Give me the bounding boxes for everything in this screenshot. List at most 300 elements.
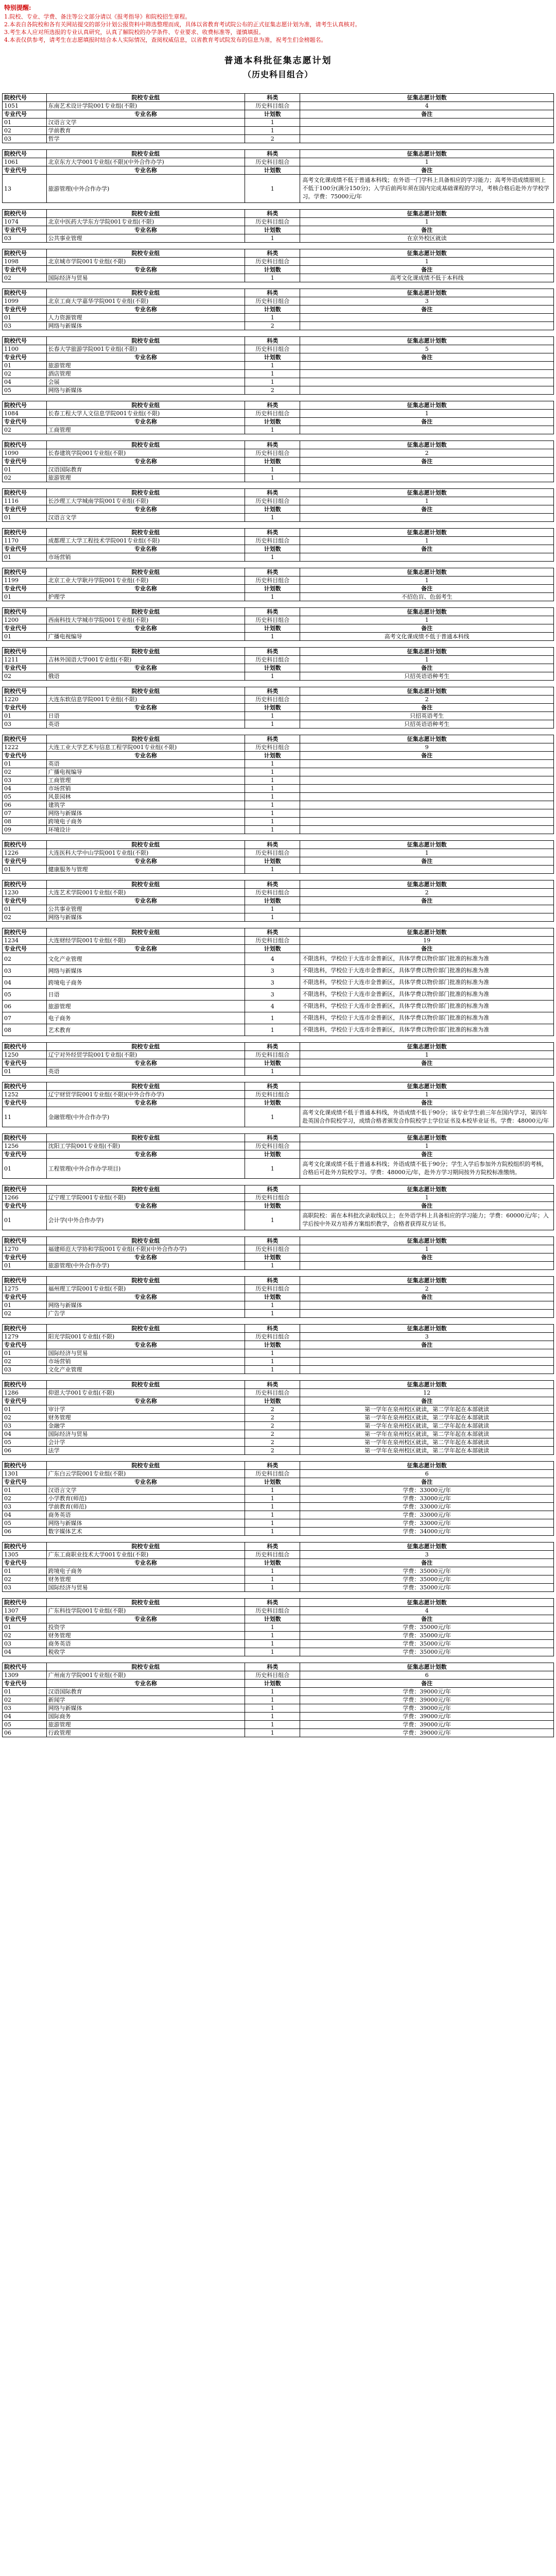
major-plan-count: 1 xyxy=(245,760,300,768)
table-row xyxy=(3,1729,554,1737)
plan-table xyxy=(2,1236,554,1270)
major-plan-count: 1 xyxy=(245,127,300,135)
group-subject: 历史科目组合 xyxy=(245,345,300,353)
header-major-code-label: 专业代号 xyxy=(3,1478,47,1486)
major-code: 03 xyxy=(3,322,47,330)
major-note: 在京外校区就读 xyxy=(300,234,554,243)
major-header-row xyxy=(3,545,554,553)
header-plan-label: 征集志愿计划数 xyxy=(300,441,554,449)
header-note-label: 备注 xyxy=(300,585,554,593)
major-plan-count: 2 xyxy=(245,386,300,395)
major-code: 01 xyxy=(3,362,47,370)
header-code-label: 院校代号 xyxy=(3,1599,47,1607)
header-major-name-label: 专业名称 xyxy=(46,1150,245,1159)
major-name: 公共事业管理 xyxy=(46,905,245,913)
table-row xyxy=(3,175,554,203)
header-subject-label: 科类 xyxy=(245,608,300,616)
major-name: 旅游管理 xyxy=(46,1001,245,1012)
header-major-code-label: 专业代号 xyxy=(3,266,47,274)
table-row xyxy=(3,274,554,282)
major-code: 02 xyxy=(3,913,47,922)
header-code-label: 院校代号 xyxy=(3,94,47,102)
header-major-plan-label: 计划数 xyxy=(245,545,300,553)
header-subject-label: 科类 xyxy=(245,1543,300,1551)
header-subject-label: 科类 xyxy=(245,648,300,656)
group-row xyxy=(3,410,554,418)
major-plan-count: 1 xyxy=(245,720,300,728)
group-plan-count: 1 xyxy=(300,656,554,664)
header-code-label: 院校代号 xyxy=(3,1277,47,1285)
major-plan-count: 1 xyxy=(245,712,300,720)
header-plan-label: 征集志愿计划数 xyxy=(300,401,554,410)
header-plan-label: 征集志愿计划数 xyxy=(300,249,554,258)
group-subject: 历史科目组合 xyxy=(245,889,300,897)
major-note: 学费：35000元/年 xyxy=(300,1567,554,1575)
header-note-label: 备注 xyxy=(300,166,554,175)
header-major-code-label: 专业代号 xyxy=(3,664,47,672)
group-row xyxy=(3,258,554,266)
group-row xyxy=(3,1551,554,1559)
major-plan-count: 3 xyxy=(245,965,300,977)
major-code: 01 xyxy=(3,1301,47,1310)
header-major-plan-label: 计划数 xyxy=(245,664,300,672)
group-plan-count: 1 xyxy=(300,410,554,418)
header-note-label: 备注 xyxy=(300,704,554,712)
table-header-row xyxy=(3,1462,554,1470)
header-plan-label: 征集志愿计划数 xyxy=(300,648,554,656)
header-major-code-label: 专业代号 xyxy=(3,1293,47,1301)
group-plan-count: 1 xyxy=(300,158,554,166)
header-major-plan-label: 计划数 xyxy=(245,1202,300,1210)
major-note: 学费：39000元/年 xyxy=(300,1729,554,1737)
table-header-row xyxy=(3,337,554,345)
header-plan-label: 征集志愿计划数 xyxy=(300,1325,554,1333)
table-row xyxy=(3,1486,554,1495)
table-row xyxy=(3,1405,554,1414)
header-major-plan-label: 计划数 xyxy=(245,704,300,712)
group-code: 1200 xyxy=(3,616,47,624)
major-note: 不限选科，学校位于大连市金普新区，具体学费以物价部门批准的标准为准 xyxy=(300,989,554,1001)
header-major-plan-label: 计划数 xyxy=(245,1150,300,1159)
header-group-label: 院校专业组 xyxy=(46,735,245,743)
header-major-code-label: 专业代号 xyxy=(3,1397,47,1405)
table-row xyxy=(3,1358,554,1366)
group-plan-count: 4 xyxy=(300,102,554,110)
header-note-label: 备注 xyxy=(300,1680,554,1688)
header-major-plan-label: 计划数 xyxy=(245,1253,300,1262)
header-group-label: 院校专业组 xyxy=(46,1043,245,1051)
major-header-row xyxy=(3,1150,554,1159)
group-code: 1098 xyxy=(3,258,47,266)
major-header-row xyxy=(3,266,554,274)
major-plan-count: 1 xyxy=(245,1159,300,1179)
header-code-label: 院校代号 xyxy=(3,648,47,656)
header-subject-label: 科类 xyxy=(245,1277,300,1285)
table-row xyxy=(3,1210,554,1230)
table-row xyxy=(3,965,554,977)
header-code-label: 院校代号 xyxy=(3,489,47,497)
group-code: 1220 xyxy=(3,696,47,704)
plan-table xyxy=(2,1082,554,1127)
header-major-plan-label: 计划数 xyxy=(245,166,300,175)
table-header-row xyxy=(3,1237,554,1245)
group-row xyxy=(3,102,554,110)
header-major-plan-label: 计划数 xyxy=(245,1397,300,1405)
major-header-row xyxy=(3,1478,554,1486)
major-plan-count: 1 xyxy=(245,1696,300,1704)
major-name: 酒店管理 xyxy=(46,370,245,378)
header-note-label: 备注 xyxy=(300,226,554,234)
plan-table xyxy=(2,840,554,874)
major-note: 第一学年在泉州校区就读，第二学年起在本部就读 xyxy=(300,1405,554,1414)
header-subject-label: 科类 xyxy=(245,289,300,297)
header-major-plan-label: 计划数 xyxy=(245,353,300,362)
major-code: 03 xyxy=(3,1422,47,1430)
major-code: 03 xyxy=(3,1704,47,1713)
group-subject: 历史科目组合 xyxy=(245,410,300,418)
major-plan-count: 2 xyxy=(245,322,300,330)
header-note-label: 备注 xyxy=(300,353,554,362)
header-major-name-label: 专业名称 xyxy=(46,1680,245,1688)
group-plan-count: 2 xyxy=(300,889,554,897)
header-group-label: 院校专业组 xyxy=(46,1082,245,1091)
major-note: 只招英语语种考生 xyxy=(300,720,554,728)
header-subject-label: 科类 xyxy=(245,1381,300,1389)
header-major-code-label: 专业代号 xyxy=(3,1680,47,1688)
major-code: 01 xyxy=(3,118,47,127)
plan-table xyxy=(2,1598,554,1656)
major-code: 02 xyxy=(3,127,47,135)
table-header-row xyxy=(3,249,554,258)
major-header-row xyxy=(3,1253,554,1262)
major-name: 网络与新媒体 xyxy=(46,322,245,330)
header-subject-label: 科类 xyxy=(245,1663,300,1671)
group-plan-count: 1 xyxy=(300,218,554,226)
header-major-name-label: 专业名称 xyxy=(46,1099,245,1107)
header-subject-label: 科类 xyxy=(245,1462,300,1470)
major-code: 02 xyxy=(3,274,47,282)
major-plan-count: 1 xyxy=(245,553,300,562)
major-header-row xyxy=(3,306,554,314)
header-code-label: 院校代号 xyxy=(3,1543,47,1551)
major-note xyxy=(300,866,554,874)
header-plan-label: 征集志愿计划数 xyxy=(300,1381,554,1389)
group-subject: 历史科目组合 xyxy=(245,497,300,505)
header-major-name-label: 专业名称 xyxy=(46,306,245,314)
major-note xyxy=(300,378,554,386)
major-name: 文化产业管理 xyxy=(46,1366,245,1374)
major-name: 文化产业管理 xyxy=(46,953,245,965)
header-note-label: 备注 xyxy=(300,266,554,274)
header-subject-label: 科类 xyxy=(245,568,300,577)
table-row xyxy=(3,785,554,793)
header-major-name-label: 专业名称 xyxy=(46,353,245,362)
header-code-label: 院校代号 xyxy=(3,880,47,889)
header-note-label: 备注 xyxy=(300,664,554,672)
major-plan-count: 2 xyxy=(245,135,300,143)
major-note xyxy=(300,127,554,135)
table-header-row xyxy=(3,928,554,937)
major-name: 会计学 xyxy=(46,1438,245,1447)
major-plan-count: 1 xyxy=(245,1349,300,1358)
major-name: 网络与新媒体 xyxy=(46,1301,245,1310)
major-note: 学费：35000元/年 xyxy=(300,1648,554,1656)
page-subtitle: （历史科目组合） xyxy=(242,70,313,79)
header-group-label: 院校专业组 xyxy=(46,928,245,937)
header-plan-label: 征集志愿计划数 xyxy=(300,1134,554,1142)
header-plan-label: 征集志愿计划数 xyxy=(300,489,554,497)
header-major-code-label: 专业代号 xyxy=(3,110,47,118)
table-row xyxy=(3,1107,554,1127)
major-code: 02 xyxy=(3,426,47,434)
header-note-label: 备注 xyxy=(300,545,554,553)
major-plan-count: 2 xyxy=(245,1405,300,1414)
header-note-label: 备注 xyxy=(300,945,554,953)
table-header-row xyxy=(3,529,554,537)
major-note: 不招色盲、色弱考生 xyxy=(300,593,554,601)
major-name: 跨境电子商务 xyxy=(46,818,245,826)
header-major-name-label: 专业名称 xyxy=(46,1059,245,1067)
major-header-row xyxy=(3,897,554,905)
group-code: 1266 xyxy=(3,1194,47,1202)
header-major-name-label: 专业名称 xyxy=(46,1559,245,1567)
major-name: 广告学 xyxy=(46,1310,245,1318)
major-name: 小学教育(师范) xyxy=(46,1495,245,1503)
major-plan-count: 1 xyxy=(245,1528,300,1536)
group-plan-count: 3 xyxy=(300,1551,554,1559)
table-header-row xyxy=(3,489,554,497)
major-plan-count: 1 xyxy=(245,378,300,386)
header-group-label: 院校专业组 xyxy=(46,337,245,345)
group-row xyxy=(3,656,554,664)
group-subject: 历史科目组合 xyxy=(245,102,300,110)
group-code: 1301 xyxy=(3,1470,47,1478)
major-code: 01 xyxy=(3,514,47,522)
group-subject: 历史科目组合 xyxy=(245,1142,300,1150)
header-major-name-label: 专业名称 xyxy=(46,752,245,760)
group-plan-count: 1 xyxy=(300,616,554,624)
major-note: 高考文化课成绩不低于普通本科线；外语成绩不低于90分；学生入学后参加外方院校组织的考核，合格后可赴外方院校学习。学费：48000元/年，赴外方学习期间按外方院校标准缴纳。 xyxy=(300,1159,554,1179)
plan-table xyxy=(2,1542,554,1592)
table-row xyxy=(3,801,554,809)
group-code: 1286 xyxy=(3,1389,47,1397)
group-code: 1222 xyxy=(3,743,47,752)
major-name: 电子商务 xyxy=(46,1012,245,1024)
header-note-label: 备注 xyxy=(300,1341,554,1349)
table-row xyxy=(3,386,554,395)
major-code: 02 xyxy=(3,370,47,378)
major-note xyxy=(300,1301,554,1310)
major-plan-count: 1 xyxy=(245,1567,300,1575)
header-major-name-label: 专业名称 xyxy=(46,266,245,274)
header-code-label: 院校代号 xyxy=(3,337,47,345)
plan-table xyxy=(2,687,554,728)
header-code-label: 院校代号 xyxy=(3,841,47,849)
major-note: 学费：39000元/年 xyxy=(300,1713,554,1721)
header-plan-label: 征集志愿计划数 xyxy=(300,1543,554,1551)
major-code: 02 xyxy=(3,1358,47,1366)
header-group-label: 院校专业组 xyxy=(46,1599,245,1607)
header-note-label: 备注 xyxy=(300,1059,554,1067)
table-row xyxy=(3,866,554,874)
major-code: 02 xyxy=(3,1575,47,1584)
header-major-code-label: 专业代号 xyxy=(3,166,47,175)
table-header-row xyxy=(3,1663,554,1671)
group-name: 福州理工学院001专业组(不限) xyxy=(46,1285,245,1293)
group-subject: 历史科目组合 xyxy=(245,537,300,545)
major-note xyxy=(300,1349,554,1358)
major-note xyxy=(300,793,554,801)
header-group-label: 院校专业组 xyxy=(46,1237,245,1245)
table-row xyxy=(3,426,554,434)
header-subject-label: 科类 xyxy=(245,337,300,345)
table-header-row xyxy=(3,1543,554,1551)
table-row xyxy=(3,905,554,913)
major-plan-count: 3 xyxy=(245,989,300,1001)
header-subject-label: 科类 xyxy=(245,1134,300,1142)
major-note xyxy=(300,1358,554,1366)
group-code: 1270 xyxy=(3,1245,47,1253)
plan-table xyxy=(2,1663,554,1737)
major-name: 汉语言文学 xyxy=(46,118,245,127)
major-name: 汉语言文学 xyxy=(46,1486,245,1495)
header-major-code-label: 专业代号 xyxy=(3,457,47,466)
major-plan-count: 1 xyxy=(245,1519,300,1528)
group-row xyxy=(3,537,554,545)
header-plan-label: 征集志愿计划数 xyxy=(300,735,554,743)
major-note: 高考文化课成绩不低于普通本科线，外语成绩不低于90分；该专业学生前三年在国内学习，第四年赴英国合作院校学习，成绩合格者颁发合作院校学士学位证书及本校毕业证书。学费：48000元/年 xyxy=(300,1107,554,1127)
table-row xyxy=(3,514,554,522)
table-header-row xyxy=(3,1134,554,1142)
table-header-row xyxy=(3,1277,554,1285)
major-name: 法学 xyxy=(46,1447,245,1455)
major-code: 07 xyxy=(3,1012,47,1024)
major-plan-count: 1 xyxy=(245,1623,300,1632)
header-plan-label: 征集志愿计划数 xyxy=(300,841,554,849)
header-group-label: 院校专业组 xyxy=(46,608,245,616)
header-group-label: 院校专业组 xyxy=(46,401,245,410)
major-code: 02 xyxy=(3,672,47,681)
header-major-plan-label: 计划数 xyxy=(245,857,300,866)
header-major-plan-label: 计划数 xyxy=(245,418,300,426)
major-code: 03 xyxy=(3,1503,47,1511)
header-major-plan-label: 计划数 xyxy=(245,1293,300,1301)
header-subject-label: 科类 xyxy=(245,489,300,497)
notice-line: 2.本表自各院校和各有关网站提交的部分计划公报资料中筛选整理而成，具体以省教育考试院公布的正式征集志愿计划为准，请考生认真核对。 xyxy=(4,21,361,28)
header-note-label: 备注 xyxy=(300,624,554,633)
group-name: 辽宁理工学院001专业组(不限) xyxy=(46,1194,245,1202)
header-major-name-label: 专业名称 xyxy=(46,418,245,426)
header-major-plan-label: 计划数 xyxy=(245,1615,300,1623)
table-row xyxy=(3,1623,554,1632)
header-plan-label: 征集志愿计划数 xyxy=(300,337,554,345)
plan-table xyxy=(2,1276,554,1318)
major-header-row xyxy=(3,166,554,175)
major-name: 财务管理 xyxy=(46,1575,245,1584)
major-name: 财务管理 xyxy=(46,1414,245,1422)
group-row xyxy=(3,849,554,857)
header-code-label: 院校代号 xyxy=(3,687,47,696)
header-code-label: 院校代号 xyxy=(3,210,47,218)
major-plan-count: 2 xyxy=(245,1438,300,1447)
plan-table xyxy=(2,528,554,562)
group-row xyxy=(3,218,554,226)
major-plan-count: 1 xyxy=(245,801,300,809)
group-code: 1084 xyxy=(3,410,47,418)
major-header-row xyxy=(3,1099,554,1107)
group-plan-count: 1 xyxy=(300,1051,554,1059)
group-subject: 历史科目组合 xyxy=(245,1091,300,1099)
major-name: 旅游管理 xyxy=(46,1721,245,1729)
major-header-row xyxy=(3,457,554,466)
group-name: 仰恩大学001专业组(不限) xyxy=(46,1389,245,1397)
table-row xyxy=(3,977,554,989)
major-plan-count: 1 xyxy=(245,1495,300,1503)
notice-line: 3.考生本人应对所选报的专业认真研究，认真了解院校的办学条件、专业要求、收费标准等，谨慎填报。 xyxy=(4,29,265,36)
major-note: 学费：33000元/年 xyxy=(300,1511,554,1519)
header-group-label: 院校专业组 xyxy=(46,249,245,258)
major-code: 03 xyxy=(3,776,47,785)
table-row xyxy=(3,989,554,1001)
group-subject: 历史科目组合 xyxy=(245,218,300,226)
header-group-label: 院校专业组 xyxy=(46,441,245,449)
major-name: 旅游管理(中外合作办学) xyxy=(46,1262,245,1270)
header-group-label: 院校专业组 xyxy=(46,529,245,537)
header-code-label: 院校代号 xyxy=(3,249,47,258)
group-code: 1100 xyxy=(3,345,47,353)
major-code: 02 xyxy=(3,1310,47,1318)
table-row xyxy=(3,1430,554,1438)
major-note xyxy=(300,118,554,127)
major-name: 广播电视编导 xyxy=(46,633,245,641)
major-plan-count: 4 xyxy=(245,953,300,965)
group-row xyxy=(3,1091,554,1099)
plan-table xyxy=(2,1042,554,1076)
major-name: 市场营销 xyxy=(46,785,245,793)
major-header-row xyxy=(3,1680,554,1688)
header-note-label: 备注 xyxy=(300,418,554,426)
header-major-name-label: 专业名称 xyxy=(46,166,245,175)
table-row xyxy=(3,474,554,482)
major-code: 04 xyxy=(3,1648,47,1656)
major-plan-count: 1 xyxy=(245,1721,300,1729)
group-subject: 历史科目组合 xyxy=(245,616,300,624)
major-plan-count: 1 xyxy=(245,426,300,434)
major-note: 只招英语考生 xyxy=(300,712,554,720)
table-row xyxy=(3,1721,554,1729)
header-group-label: 院校专业组 xyxy=(46,687,245,696)
group-name: 吉林外国语大学001专业组(不限) xyxy=(46,656,245,664)
major-name: 哲学 xyxy=(46,135,245,143)
header-group-label: 院校专业组 xyxy=(46,1277,245,1285)
header-code-label: 院校代号 xyxy=(3,735,47,743)
major-name: 数字媒体艺术 xyxy=(46,1528,245,1536)
header-major-name-label: 专业名称 xyxy=(46,226,245,234)
header-major-name-label: 专业名称 xyxy=(46,505,245,514)
header-code-label: 院校代号 xyxy=(3,1043,47,1051)
major-plan-count: 1 xyxy=(245,514,300,522)
notice-line: 4.本表仅供参考，请考生在志愿填报时结合本人实际情况，查阅权威信息，以省教育考试院发布的信息为准，祝考生们金榜题名。 xyxy=(4,37,327,43)
major-name: 工商管理 xyxy=(46,776,245,785)
header-subject-label: 科类 xyxy=(245,880,300,889)
header-plan-label: 征集志愿计划数 xyxy=(300,928,554,937)
major-name: 风景园林 xyxy=(46,793,245,801)
group-subject: 历史科目组合 xyxy=(245,1671,300,1680)
table-header-row xyxy=(3,735,554,743)
major-note xyxy=(300,768,554,776)
group-row xyxy=(3,743,554,752)
header-group-label: 院校专业组 xyxy=(46,150,245,158)
